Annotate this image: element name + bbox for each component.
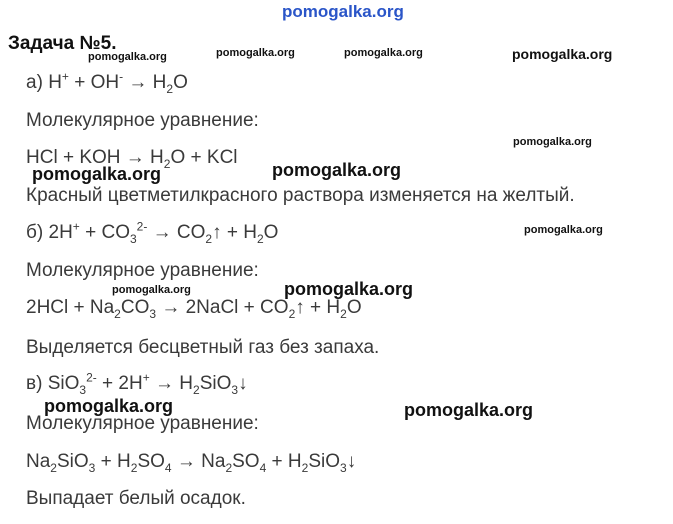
observation-b: Выделяется бесцветный газ без запаха.	[26, 337, 380, 358]
molecular-label-a: Молекулярное уравнение:	[26, 110, 259, 131]
sub: 4	[259, 460, 267, 475]
sub: 2	[205, 231, 213, 246]
sub: 2	[225, 460, 233, 475]
text: → 2NaCl + CO	[161, 297, 289, 318]
watermark: pomogalka.org	[272, 160, 402, 180]
watermark: pomogalka.org	[112, 284, 191, 296]
watermark-top: pomogalka.org	[282, 2, 404, 21]
text: SiO	[199, 373, 232, 394]
sub: 4	[164, 460, 172, 475]
watermark: pomogalka.org	[524, 224, 603, 236]
text: ↑ + H	[212, 222, 257, 243]
text: + 2H	[102, 373, 143, 394]
text: 2HCl + Na	[26, 297, 115, 318]
text: → Na	[176, 451, 226, 472]
text: ↓	[238, 373, 248, 394]
text: HCl + KOH → H	[26, 147, 164, 168]
equation-b-ionic	[26, 219, 279, 246]
sub: 3	[129, 231, 137, 246]
text: SO	[232, 451, 260, 472]
text: → CO	[152, 222, 206, 243]
text: O	[346, 297, 362, 318]
watermark: pomogalka.org	[404, 400, 534, 420]
sub: 2	[163, 156, 171, 171]
sub: 2	[130, 460, 138, 475]
part-label: б)	[26, 222, 44, 243]
text: ↑ + H	[295, 297, 341, 318]
watermark: pomogalka.org	[32, 164, 162, 184]
sup: +	[72, 219, 80, 234]
equation-c-molecular	[26, 451, 356, 473]
sup: -	[119, 69, 124, 84]
equation-a-ionic	[26, 69, 188, 96]
text: + OH	[74, 72, 120, 93]
sup: 2-	[136, 219, 148, 234]
sub: 2	[50, 460, 57, 475]
text: 2H	[48, 222, 73, 243]
text: SO	[137, 451, 165, 472]
text: + H	[100, 451, 131, 472]
sub: 2	[256, 231, 264, 246]
text: + CO	[85, 222, 130, 243]
sup: +	[61, 69, 69, 84]
text: O	[263, 222, 279, 243]
text: SiO	[308, 451, 341, 472]
sub: 2	[193, 382, 200, 397]
molecular-label-b: Молекулярное уравнение:	[26, 260, 259, 281]
observation-c: Выпадает белый осадок.	[26, 488, 246, 509]
watermark: pomogalka.org	[216, 47, 295, 59]
molecular-label-c: Молекулярное уравнение:	[26, 413, 259, 434]
text: O	[173, 72, 188, 93]
text: SiO	[56, 451, 89, 472]
sub: 2	[301, 460, 309, 475]
text: ↓	[346, 451, 357, 472]
text: → H	[155, 373, 193, 394]
text: Na	[26, 451, 51, 472]
sub: 2	[114, 306, 121, 321]
text: CO	[120, 297, 150, 318]
sub: 3	[88, 460, 96, 475]
watermark: pomogalka.org	[513, 136, 592, 148]
observation-a: Красный цветметилкрасного раствора изменяется на желтый.	[26, 185, 575, 206]
watermark: pomogalka.org	[284, 279, 414, 299]
text: + H	[271, 451, 302, 472]
text: → H	[128, 72, 167, 93]
part-label: а)	[26, 72, 43, 93]
task-title: Задача №5.	[8, 33, 117, 54]
sub: 3	[231, 382, 239, 397]
sub: 2	[166, 81, 174, 96]
text: SiO	[47, 373, 80, 394]
watermark: pomogalka.org	[512, 46, 613, 62]
equation-c-ionic	[26, 370, 248, 397]
sub: 3	[149, 306, 157, 321]
watermark: pomogalka.org	[88, 51, 167, 63]
sup: +	[142, 370, 150, 385]
watermark: pomogalka.org	[344, 47, 423, 59]
text: O + KCl	[170, 147, 238, 168]
watermark: pomogalka.org	[44, 396, 174, 416]
equation-a-molecular	[26, 147, 238, 169]
sub: 3	[340, 460, 347, 475]
equation-b-molecular	[26, 297, 362, 319]
sub: 2	[340, 306, 347, 321]
part-label: в)	[26, 373, 43, 394]
text: H	[48, 72, 62, 93]
sub: 3	[79, 382, 87, 397]
sup: 2-	[86, 370, 97, 385]
sub: 2	[288, 306, 296, 321]
